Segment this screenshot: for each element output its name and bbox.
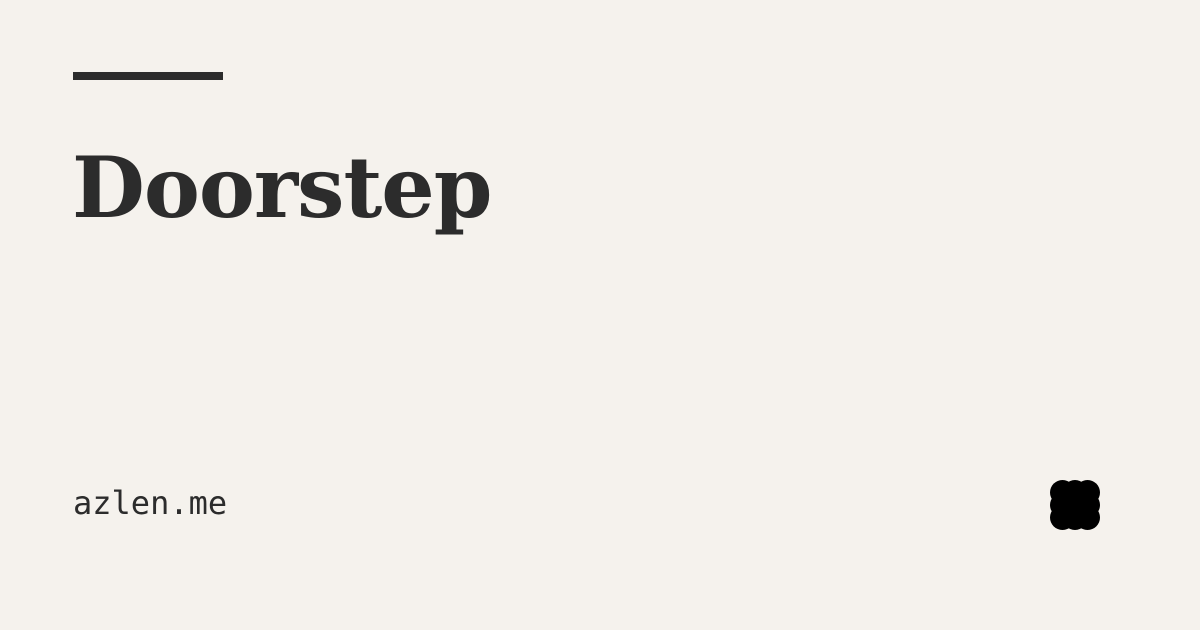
accent-rule xyxy=(73,72,223,80)
site-domain: azlen.me xyxy=(73,484,228,522)
clover-icon xyxy=(1050,480,1100,530)
page-title: Doorstep xyxy=(72,138,492,237)
